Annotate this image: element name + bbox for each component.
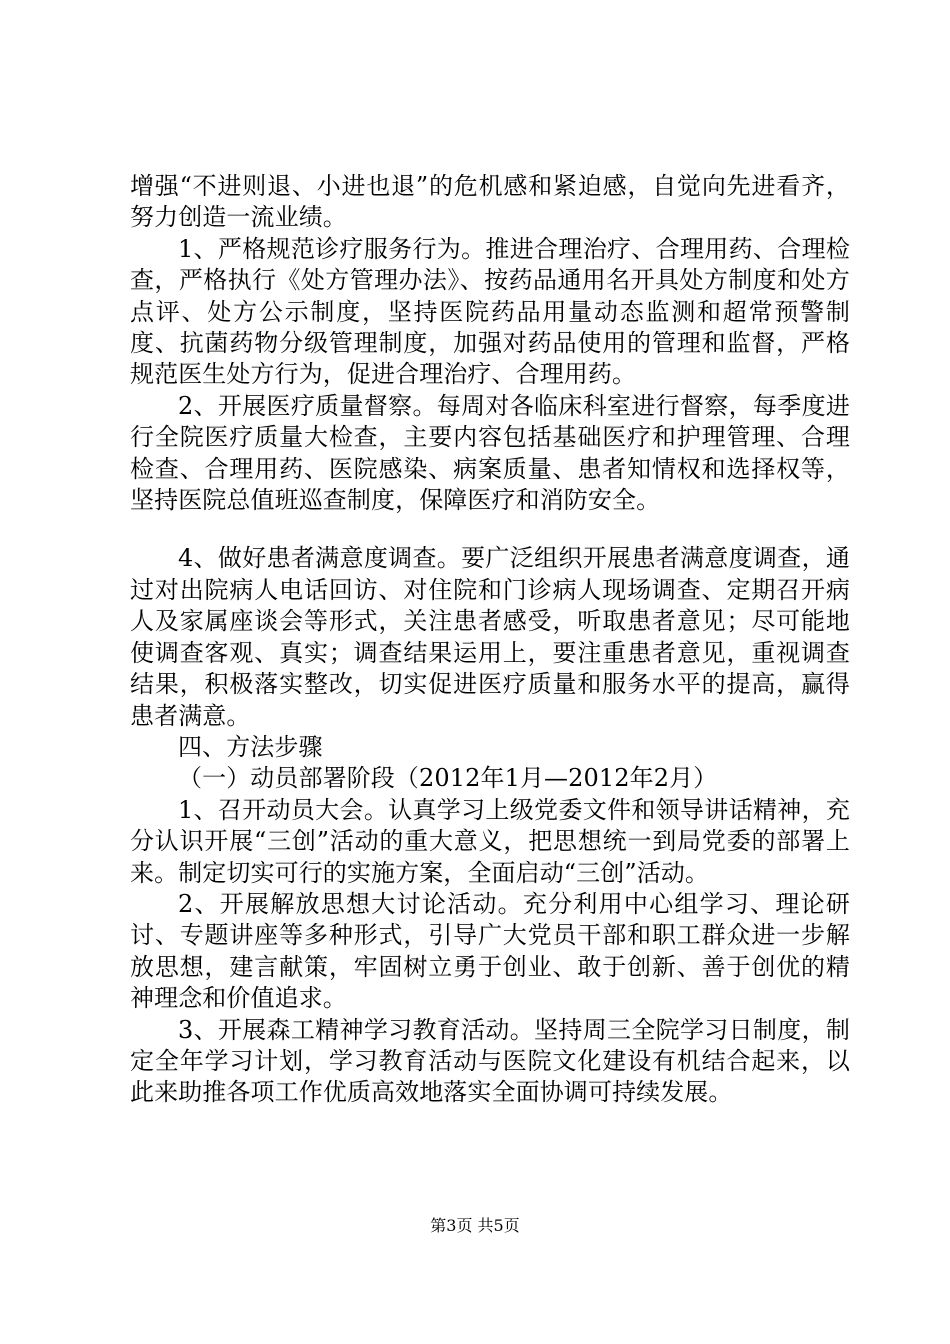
subsection-heading: （一）动员部署阶段（2012年1月—2012年2月） [178, 764, 718, 793]
paragraph-step-1: 1、召开动员大会。认真学习上级党委文件和领导讲话精神，充分认识开展“三创”活动的重大意义，把思想统一到局党委的部署上来。制定切实可行的实施方案，全面启动“三创”活动。 [130, 795, 850, 887]
page-footer: 第3页 共5页 [430, 1216, 520, 1235]
paragraph-item-4: 4、做好患者满意度调查。要广泛组织开展患者满意度调查，通过对出院病人电话回访、对住院和门诊病人现场调查、定期召开病人及家属座谈会等形式，关注患者感受，听取患者意见；尽可能地使调查客观、真实；调查结果运用上，要注重患者意见，重视调查结果，积极落实整改，切实促进医疗质量和服务水平的提高，赢得患者满意。 [130, 544, 850, 730]
paragraph-step-3: 3、开展森工精神学习教育活动。坚持周三全院学习日制度，制定全年学习计划，学习教育活动与医院文化建设有机结合起来，以此来助推各项工作优质高效地落实全面协调可持续发展。 [130, 1015, 850, 1107]
paragraph-item-1: 1、严格规范诊疗服务行为。推进合理治疗、合理用药、合理检查，严格执行《处方管理办法》、按药品通用名开具处方制度和处方点评、处方公示制度，坚持医院药品用量动态监测和超常预警制度、抗菌药物分级管理制度，加强对药品使用的管理和监督，严格规范医生处方行为，促进合理治疗、合理用药。 [130, 234, 850, 389]
body-text [130, 171, 850, 1109]
paragraph-continuation: 增强“不进则退、小进也退”的危机感和紧迫感，自觉向先进看齐，努力创造一流业绩。 [130, 172, 850, 232]
paragraph-step-2: 2、开展解放思想大讨论活动。充分利用中心组学习、理论研讨、专题讲座等多种形式，引导广大党员干部和职工群众进一步解放思想，建言献策，牢固树立勇于创业、敢于创新、善于创优的精神理念和价值追求。 [130, 889, 850, 1013]
paragraph-item-2: 2、开展医疗质量督察。每周对各临床科室进行督察，每季度进行全院医疗质量大检查，主要内容包括基础医疗和护理管理、合理检查、合理用药、医院感染、病案质量、患者知情权和选择权等，坚持医院总值班巡查制度，保障医疗和消防安全。 [130, 391, 850, 515]
section-heading: 四、方法步骤 [178, 732, 323, 761]
paragraph-gap [130, 516, 850, 543]
